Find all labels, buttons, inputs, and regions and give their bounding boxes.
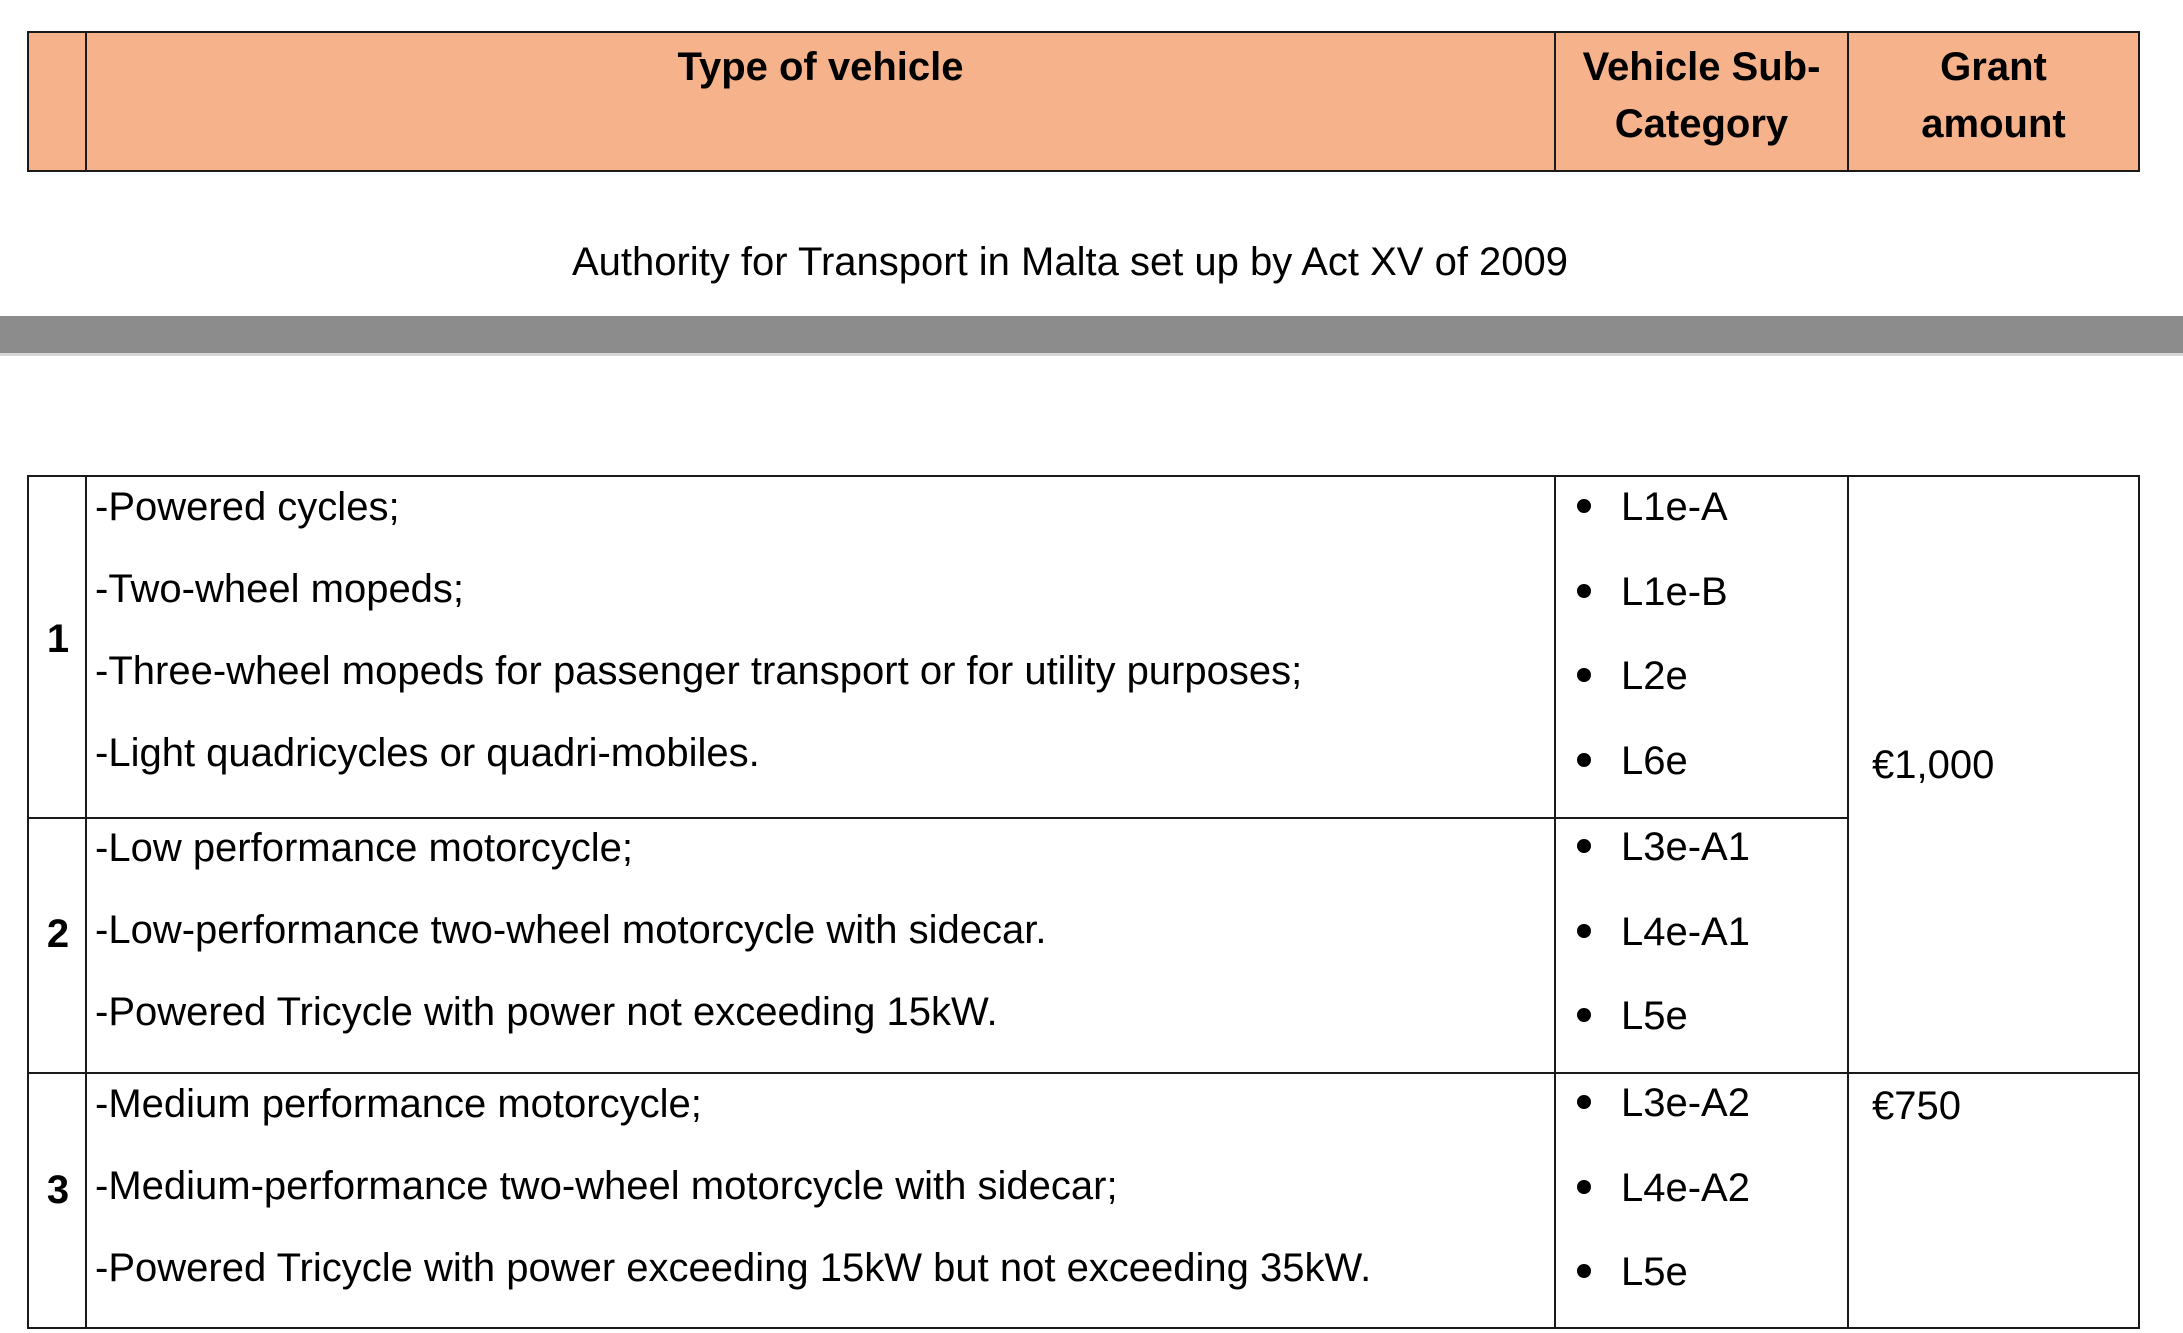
list-item bbox=[1577, 1061, 1750, 1146]
vehicle-type: -Medium performance motorcycle; bbox=[95, 1082, 702, 1126]
bullet-icon bbox=[1577, 499, 1591, 513]
list-item bbox=[1577, 634, 1728, 719]
list-item bbox=[1577, 805, 1750, 890]
vehicle-type: -Low performance motorcycle; bbox=[95, 826, 633, 870]
bullet-icon bbox=[1577, 1180, 1591, 1194]
subcategory-code: L5e bbox=[1621, 994, 1688, 1038]
row-3-subcategories bbox=[1577, 1061, 1750, 1315]
row-1-subcategories bbox=[1577, 465, 1728, 803]
vehicle-type: -Two-wheel mopeds; bbox=[95, 567, 465, 611]
header-grant-line1: Grant bbox=[1940, 45, 2047, 89]
row-number: 1 bbox=[46, 617, 70, 661]
subcategory-code: L3e-A1 bbox=[1621, 825, 1750, 869]
row-2-subcategories bbox=[1577, 805, 1750, 1059]
subcategory-code: L2e bbox=[1621, 654, 1688, 698]
row-number: 2 bbox=[46, 912, 70, 956]
bullet-icon bbox=[1577, 1264, 1591, 1278]
subcategory-code: L5e bbox=[1621, 1250, 1688, 1294]
list-item bbox=[1577, 1146, 1750, 1231]
header-grant-amount bbox=[1849, 33, 2138, 170]
subcategory-code: L3e-A2 bbox=[1621, 1081, 1750, 1125]
list-item bbox=[1577, 550, 1728, 635]
bullet-icon bbox=[1577, 584, 1591, 598]
list-item bbox=[1577, 890, 1750, 975]
header-sub-line1: Vehicle Sub- bbox=[1582, 45, 1821, 89]
subcategory-code: L1e-A bbox=[1621, 485, 1728, 529]
bullet-icon bbox=[1577, 839, 1591, 853]
header-sub-line2: Category bbox=[1614, 102, 1789, 146]
grant-amount-rows-1-2: €1,000 bbox=[1872, 743, 1995, 787]
separator-band bbox=[0, 316, 2183, 356]
grant-table bbox=[27, 475, 2140, 1329]
row-3-types bbox=[95, 1063, 1371, 1309]
vehicle-type: -Powered Tricycle with power exceeding 15kW but not exceeding 35kW. bbox=[95, 1246, 1372, 1290]
row-number: 3 bbox=[46, 1168, 70, 1212]
page-caption: Authority for Transport in Malta set up by Act XV of 2009 bbox=[571, 240, 1569, 284]
header-number-cell bbox=[29, 33, 87, 170]
vehicle-type: -Powered Tricycle with power not exceeding 15kW. bbox=[95, 990, 998, 1034]
row-1-types bbox=[95, 466, 1302, 794]
subcategory-code: L4e-A1 bbox=[1621, 909, 1750, 954]
column-divider bbox=[1847, 477, 1849, 1327]
vehicle-type: -Three-wheel mopeds for passenger transport or for utility purposes; bbox=[95, 649, 1303, 693]
table-header bbox=[27, 31, 2140, 172]
vehicle-type: -Powered cycles; bbox=[95, 485, 400, 529]
list-item bbox=[1577, 974, 1750, 1059]
list-item bbox=[1577, 719, 1728, 804]
list-item bbox=[1577, 465, 1728, 550]
grant-amount-row-3: €750 bbox=[1872, 1084, 1961, 1128]
bullet-icon bbox=[1577, 1008, 1591, 1022]
header-grant-line2: amount bbox=[1921, 102, 2066, 146]
bullet-icon bbox=[1577, 753, 1591, 767]
vehicle-type: -Light quadricycles or quadri-mobiles. bbox=[95, 731, 760, 775]
bullet-icon bbox=[1577, 1095, 1591, 1109]
header-type-of-vehicle bbox=[87, 33, 1556, 170]
header-vehicle-sub-category bbox=[1556, 33, 1849, 170]
subcategory-code: L4e-A2 bbox=[1621, 1165, 1750, 1210]
column-divider bbox=[1554, 477, 1556, 1327]
subcategory-code: L1e-B bbox=[1621, 569, 1728, 614]
list-item bbox=[1577, 1230, 1750, 1315]
vehicle-type: -Low-performance two-wheel motorcycle with sidecar. bbox=[95, 908, 1047, 952]
bullet-icon bbox=[1577, 924, 1591, 938]
header-type-label: Type of vehicle bbox=[677, 45, 964, 89]
subcategory-code: L6e bbox=[1621, 738, 1688, 783]
row-2-types bbox=[95, 807, 1046, 1053]
bullet-icon bbox=[1577, 668, 1591, 682]
vehicle-type: -Medium-performance two-wheel motorcycle with sidecar; bbox=[95, 1164, 1118, 1208]
